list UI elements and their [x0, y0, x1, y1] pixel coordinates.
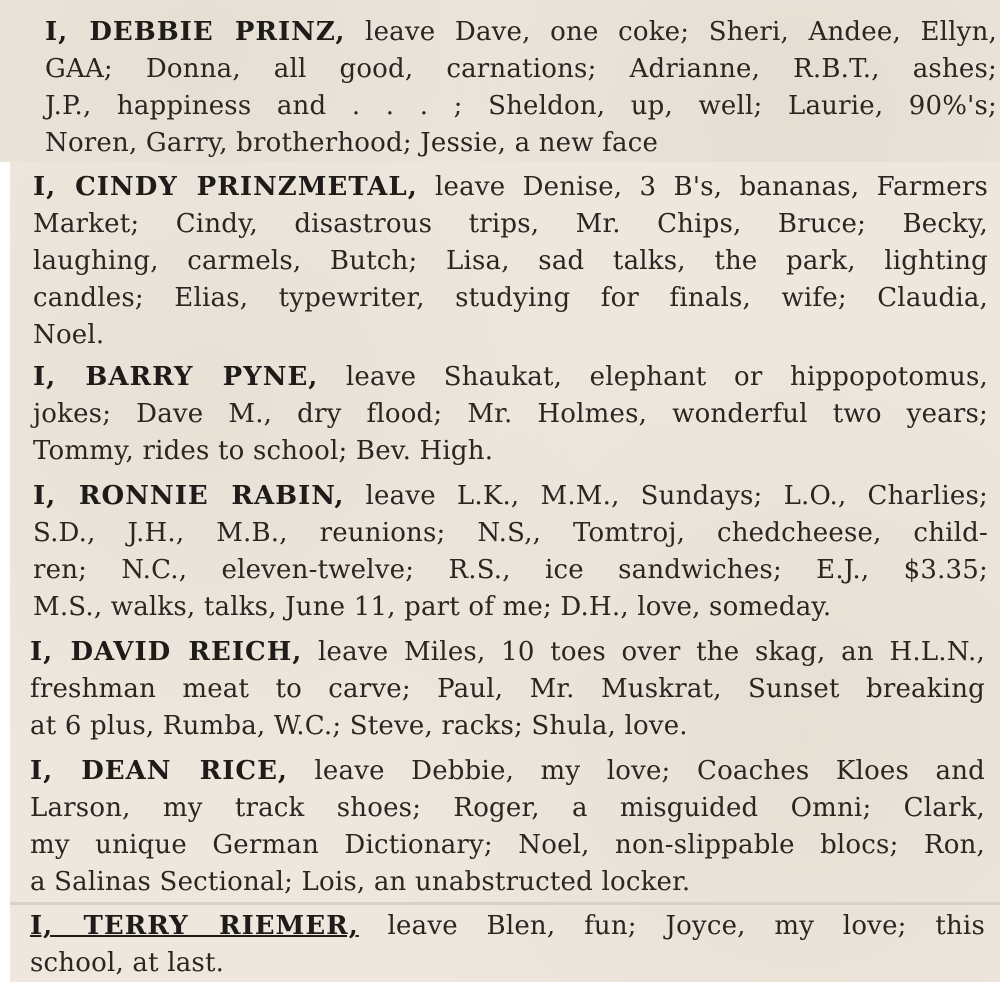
entry-line: my unique German Dictionary; Noel, non-slippable blocs; Ron, [30, 830, 985, 860]
entry-text: leave Shaukat, elephant or hippopotomus, [318, 362, 989, 392]
entry-line: candles; Elias, typewriter, studying for finals, wife; Claudia, [33, 283, 988, 313]
entry-name: I, DEAN RICE, [30, 756, 288, 786]
entry-line: GAA; Donna, all good, carnations; Adrianne, R.B.T., ashes; [45, 54, 997, 84]
entry-text: leave Debbie, my love; Coaches Kloes and [287, 756, 986, 786]
entry-name: I, CINDY PRINZMETAL, [33, 172, 418, 202]
entry-line: Noel. [33, 320, 105, 350]
entry-text: leave Miles, 10 toes over the skag, an H.L.N., [302, 637, 985, 667]
entry-name: I, DAVID REICH, [30, 637, 303, 667]
entry-line: Market; Cindy, disastrous trips, Mr. Chips, Bruce; Becky, [33, 209, 988, 239]
clipping-top [0, 0, 1000, 162]
entry-line: S.D., J.H., M.B., reunions; N.S,, Tomtroj, chedcheese, child- [33, 518, 988, 548]
entry-line [30, 634, 985, 671]
entry-line [33, 478, 988, 515]
entry-name: I, TERRY RIEMER, [30, 911, 359, 941]
entry-line [30, 753, 985, 790]
entry-line: freshman meat to carve; Paul, Mr. Muskrat, Sunset breaking [30, 674, 985, 704]
entry-barry-pyne [33, 359, 988, 470]
entry-terry-riemer [30, 908, 985, 982]
entry-text: leave L.K., M.M., Sundays; L.O., Charlies; [344, 481, 989, 511]
entry-line: at 6 plus, Rumba, W.C.; Steve, racks; Shula, love. [30, 711, 688, 741]
entry-line: ren; N.C., eleven-twelve; R.S., ice sandwiches; E.J., $3.35; [33, 555, 988, 585]
entry-text: leave Dave, one coke; Sheri, Andee, Ellyn, [345, 17, 997, 47]
clipping-main [10, 162, 1000, 982]
entry-line [33, 359, 988, 396]
entry-text: leave Denise, 3 B's, bananas, Farmers [417, 172, 988, 202]
entry-cindy-prinzmetal [33, 169, 988, 354]
entry-line: jokes; Dave M., dry flood; Mr. Holmes, wonderful two years; [33, 399, 988, 429]
entry-debbie-prinz [45, 14, 997, 162]
entry-line [45, 14, 997, 51]
entry-line: laughing, carmels, Butch; Lisa, sad talks, the park, lighting [33, 246, 988, 276]
entry-line: Noren, Garry, brotherhood; Jessie, a new face [45, 128, 659, 158]
entry-line: Larson, my track shoes; Roger, a misguided Omni; Clark, [30, 793, 985, 823]
entry-line: school, at last. [30, 948, 225, 978]
entry-ronnie-rabin [33, 478, 988, 626]
entry-name: I, RONNIE RABIN, [33, 481, 345, 511]
torn-edge [10, 902, 1000, 905]
entry-dean-rice [30, 753, 985, 901]
entry-text: leave Blen, fun; Joyce, my love; this [358, 911, 985, 941]
entry-david-reich [30, 634, 985, 745]
entry-name: I, BARRY PYNE, [33, 362, 319, 392]
entry-line: a Salinas Sectional; Lois, an unabstructed locker. [30, 867, 691, 897]
entry-line [33, 169, 988, 206]
entry-line: Tommy, rides to school; Bev. High. [33, 436, 494, 466]
entry-name: I, DEBBIE PRINZ, [45, 17, 346, 47]
entry-line: J.P., happiness and . . . ; Sheldon, up, well; Laurie, 90%'s; [45, 91, 997, 121]
entry-line: M.S., walks, talks, June 11, part of me; D.H., love, someday. [33, 592, 832, 622]
entry-line [30, 908, 985, 945]
